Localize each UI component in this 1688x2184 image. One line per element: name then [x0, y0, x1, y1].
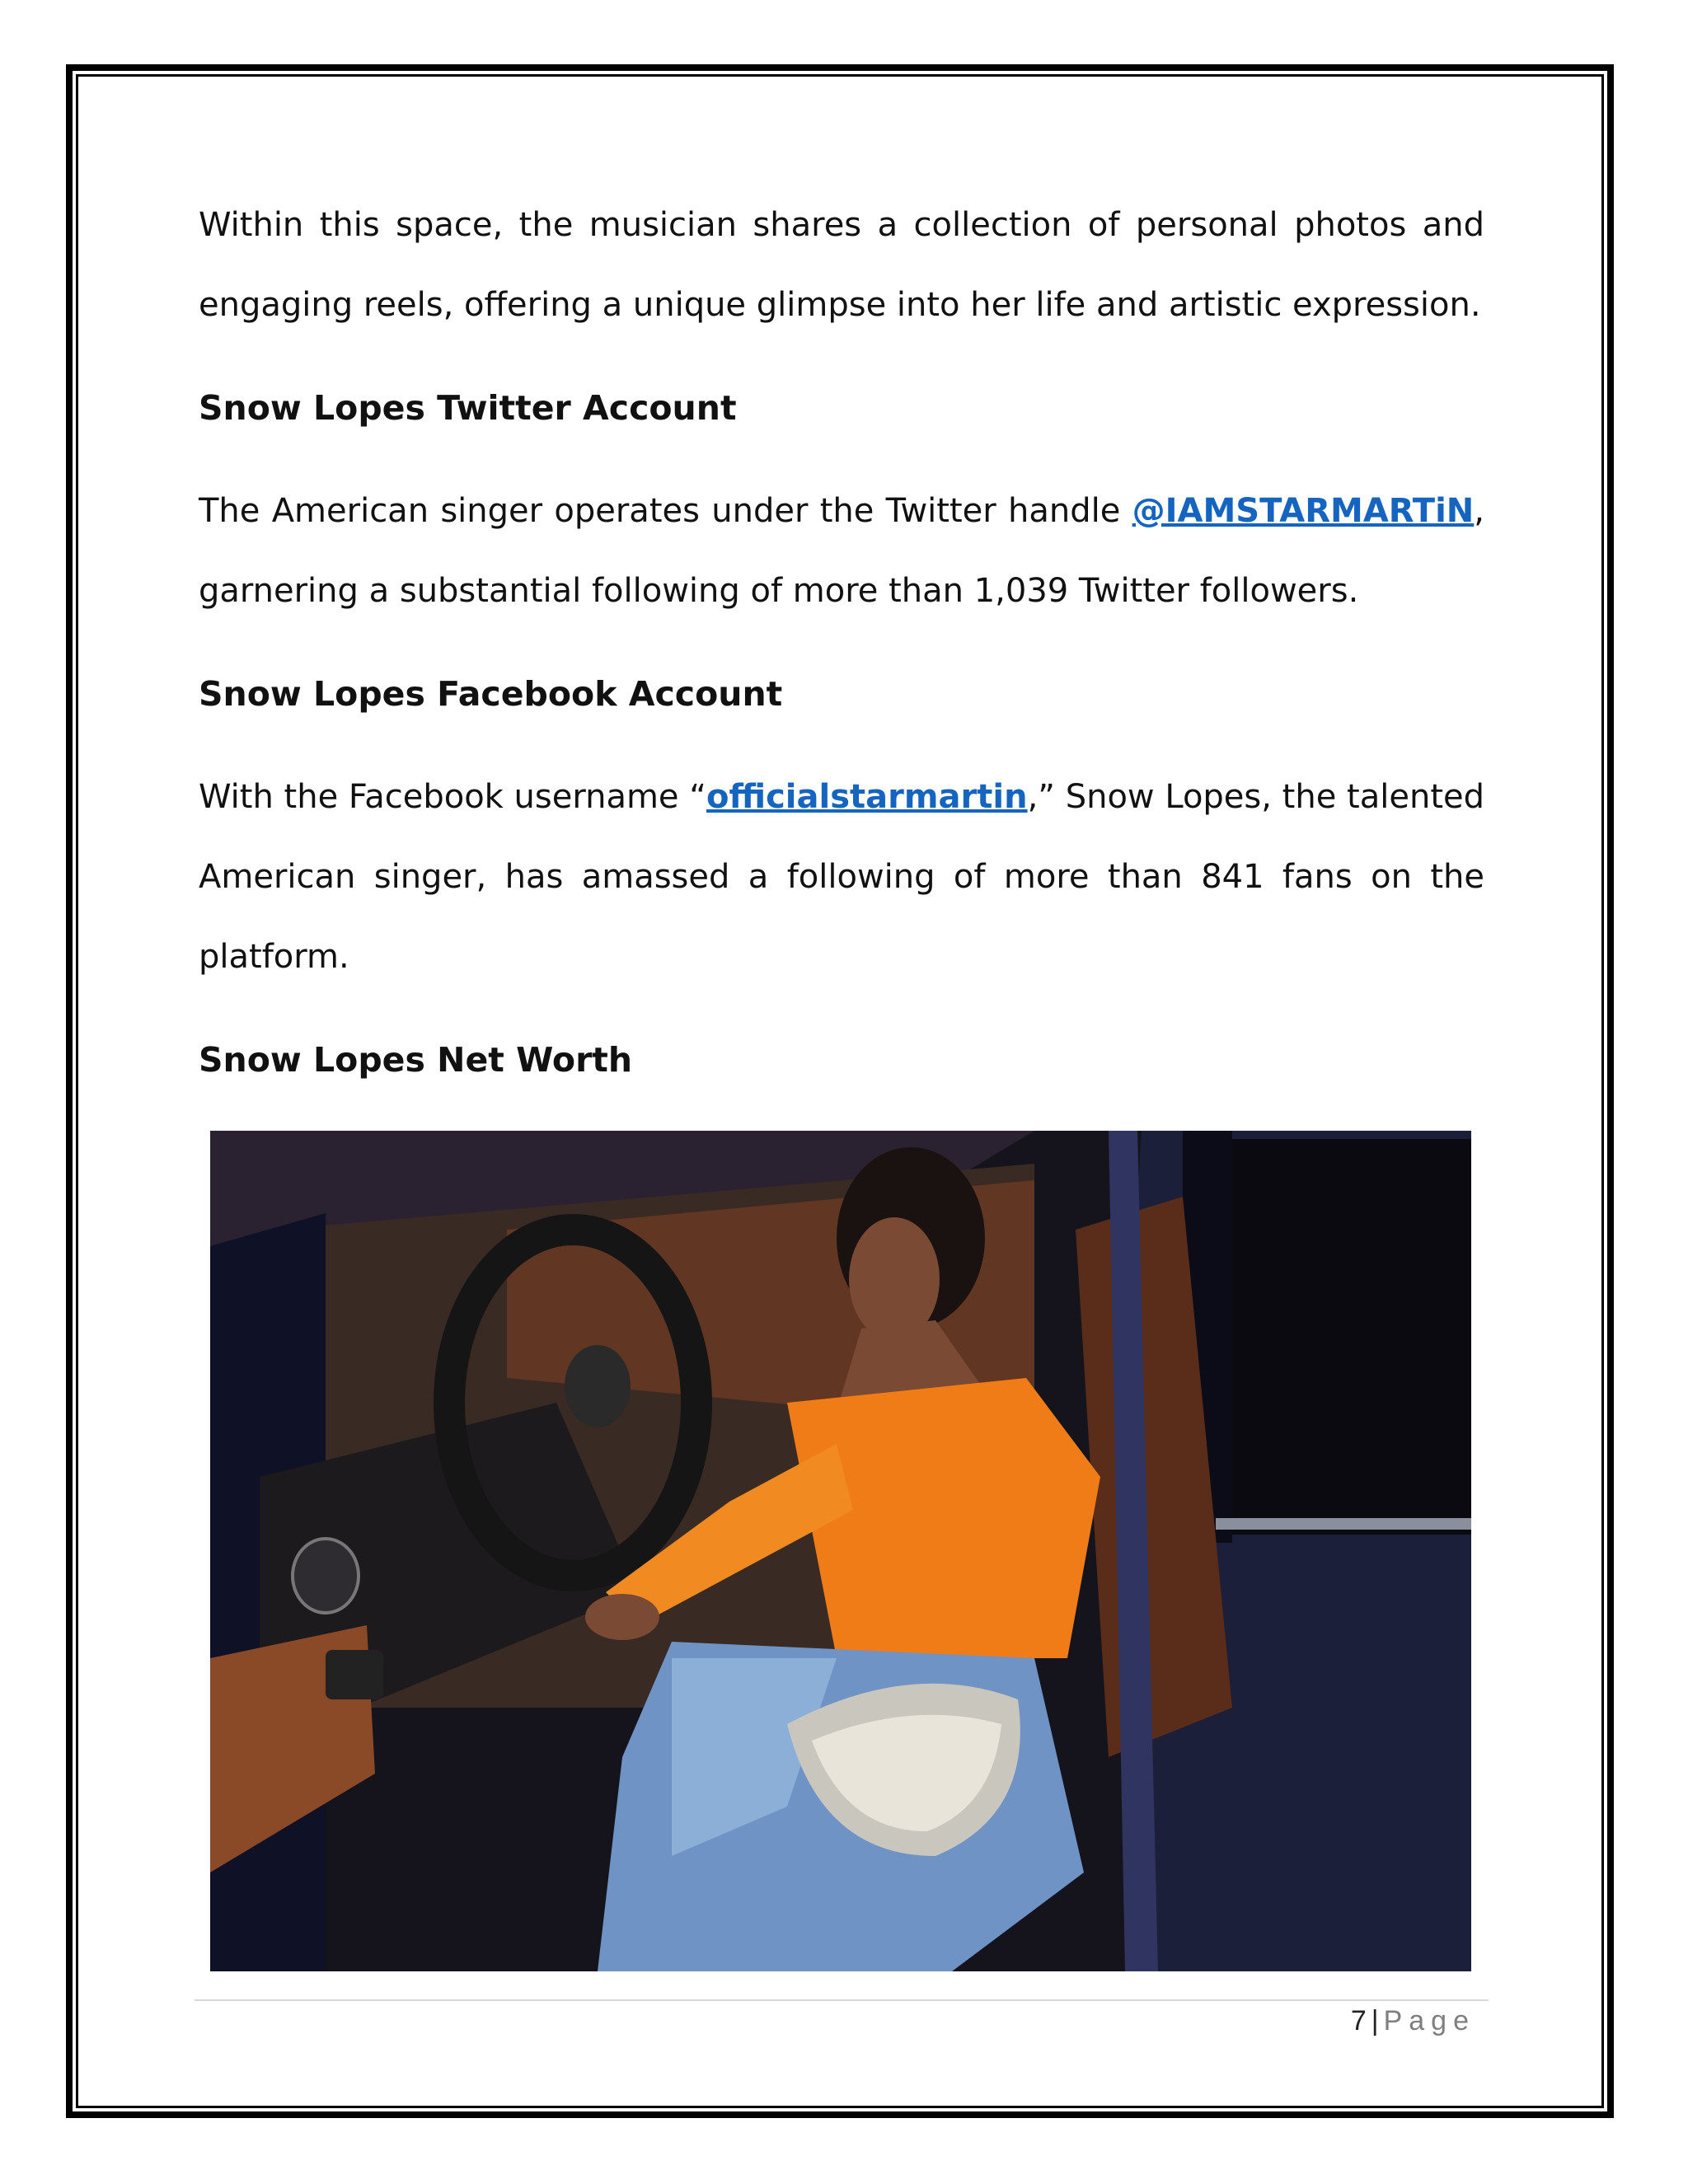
- photo-illustration: [210, 1131, 1471, 1971]
- heading-facebook-account: Snow Lopes Facebook Account: [199, 674, 783, 714]
- footer-separator: |: [1371, 2005, 1379, 2036]
- document-body: [199, 185, 1484, 1123]
- twitter-handle-link[interactable]: @IAMSTARMARTiN: [1132, 492, 1475, 530]
- paragraph-instagram-content: Within this space, the musician shares a collection of personal photos and engaging reels, offering a unique glimpse into her life and artistic expression.: [199, 206, 1484, 324]
- page-label: Page: [1383, 2005, 1475, 2036]
- heading-net-worth: Snow Lopes Net Worth: [199, 1040, 633, 1080]
- page-number: 7: [1350, 2005, 1367, 2036]
- paragraph-twitter: [199, 471, 1484, 631]
- photo-singer-in-car: [210, 1131, 1471, 1971]
- paragraph-facebook: [199, 757, 1484, 997]
- paragraph-facebook-text-after: ,” Snow Lopes, the talented American singer, has amassed a following of more than 841 fans on the platform.: [199, 778, 1484, 976]
- paragraph-facebook-text-before: With the Facebook username “: [199, 778, 706, 816]
- facebook-username-link[interactable]: officialstarmartin: [706, 778, 1028, 816]
- heading-twitter-account: Snow Lopes Twitter Account: [199, 388, 737, 428]
- paragraph-twitter-text-after: , garnering a substantial following of more than 1,039 Twitter followers.: [199, 492, 1484, 610]
- footer-divider: [195, 1999, 1489, 2001]
- paragraph-twitter-text-before: The American singer operates under the Twitter handle: [199, 492, 1132, 530]
- page-footer: [1351, 2005, 1475, 2037]
